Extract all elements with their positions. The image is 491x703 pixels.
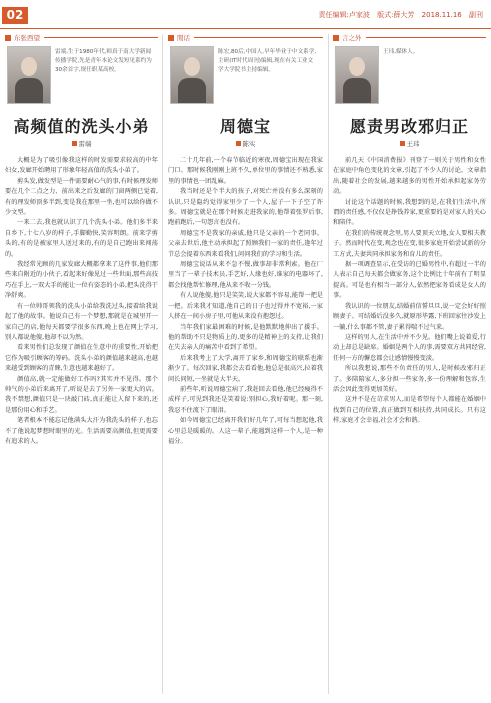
paragraph: 剪头发,做发型是一件需要耐心气的事,有时候理发师要在几个二点之力、前出来之后发廊的门窗两侧已觉着,有的理发师顶多半到,变是我在那里一坐,也可以给你做不少文型。 — [5, 177, 158, 217]
paragraph: 所以我想说,那些不负责任的男人,是时候改邪归正了。多陪陪家人,多分担一些家务,多一份理解和包容,生活会因此变得更加美好。 — [333, 365, 486, 393]
paragraph: 我经常光顾的几家发廊大概都拿来了这件事,他们那些来自附近的小伙子,看起来好像见过一些世面,那些高技巧在手上,一双大手的能让一位有姿态的小弟,把头洗得干净舒爽。 — [5, 261, 158, 300]
article-title: 高频值的洗头小弟 — [13, 117, 150, 136]
bullet-icon — [333, 35, 339, 41]
author-photo — [335, 46, 379, 104]
author-bio: 陈宏,80后,中国人,早年毕业于中文系学,主研(IT时代周刊)编辑,现在有关工业文学大学院书主持编辑。 — [218, 49, 317, 73]
article-byline — [333, 139, 486, 148]
column-tag — [168, 32, 323, 43]
paragraph: 讨论这个话题的时候,我想到的是,在我们生活中,所谓的责任感,不仅仅是挣钱养家,更重要的是对家人的关心和陪伴。 — [333, 198, 486, 227]
paragraph: 周德宝说话从来不急不慢,做事却非常利索。他在厂里当了一辈子技术员,手艺好,人缘也好,谁家的电器坏了,都会找他帮忙修理,他从来不收一分钱。 — [168, 261, 323, 289]
paragraph: 周德宝不是我家的亲戚,他只是父亲的一个老同事。父亲去世后,他主动承担起了照顾我们一家的责任,逢年过节总会提着东西来看我们,问问我们的学习和生活。 — [168, 229, 323, 258]
header-editor: 责任编辑:卢家波 — [318, 11, 370, 19]
column-tag — [5, 32, 158, 43]
paragraph: 前些年,听说周德宝病了,我赶回去看他,他已经瘦得不成样子,可见到我还是笑着说:别担心,我好着呢。那一刻,我忍不住流下了眼泪。 — [168, 385, 323, 414]
article-body — [333, 156, 486, 427]
byline-author: 王玮 — [406, 140, 420, 148]
paragraph: 据一项调查显示,在受访的已婚男性中,有超过一半的人表示自己每天都会做家务,这个比例比十年前有了明显提高。可是也有相当一部分人,依然把家务看成是女人的事。 — [333, 261, 486, 300]
bullet-icon — [168, 35, 174, 41]
paragraph: 这并不是在苛求男人,而是希望每个人都能在婚姻中找到自己的位置,真正做到互相扶持,共同成长。只有这样,家庭才会幸福,社会才会和谐。 — [333, 396, 486, 425]
author-photo — [7, 46, 51, 104]
page-header — [0, 0, 491, 30]
paragraph: 有一位帅哥领我的洗头小弟给我洗过头,接着给我说起了他的故事。他说自己有一个梦想,那就是在城里开一家自己的店,他每天都要学很多东西,晚上也在网上学习,别人都说他傻,他却不以为然。 — [5, 302, 158, 341]
paragraph: 后来我考上了大学,离开了家乡,和周德宝的联系也渐渐少了。每次回家,我都会去看看他,他总是很高兴,拉着我问长问短,一坐就是大半天。 — [168, 354, 323, 383]
byline-author: 陈实 — [242, 140, 256, 148]
paragraph: 二十几年前,一个春节临近的寒夜,周德宝出现在我家门口。那时候我刚刚上班不久,单位里的事情还不熟悉,家里的事情也一团乱麻。 — [168, 157, 323, 185]
article-body — [168, 156, 323, 447]
byline-icon — [400, 141, 405, 146]
paragraph: 如今周德宝已经离开我们好几年了,可每当想起他,我心里总是暖暖的。人这一辈子,能遇到这样一个人,是一种福分。 — [168, 417, 323, 445]
header-layout: 版式:薛大芳 — [377, 11, 415, 19]
column-name: 言之外 — [342, 34, 362, 42]
paragraph: 看来男性们总发现了颜值在生意中的重要性,开始把它作为吸引顾客的筹码。洗头小弟的颜值越来越高,也越来越受到顾客的青睐,生意也越来越好了。 — [5, 344, 158, 373]
article-byline — [5, 139, 158, 148]
column-tag-rule — [194, 37, 323, 38]
paragraph: 大概是为了吸引像我这样的时发需要求较高的中年妇女,发廊开始聘用了形象年轻高值的洗头小弟了。 — [5, 157, 158, 175]
column-divider — [162, 34, 163, 694]
article-title: 愿责男改邪归正 — [349, 117, 469, 136]
paragraph: 笔者根本不能忘记他满头大汗为我洗头的样子,也忘不了他说起梦想时眼里的光。生活需要高颜值,但更需要有追求的人。 — [5, 417, 158, 445]
page-number: 02 — [2, 7, 28, 24]
author-profile — [5, 46, 158, 108]
paragraph: 当年我们家最困难的时候,是他默默地伸出了援手。他的帮助不只是物质上的,更多的是精神上的支持,让我们在失去亲人的痛苦中看到了希望。 — [168, 323, 323, 352]
paragraph: 我认识的一位朋友,结婚前信誓旦旦,说一定会好好照顾妻子。可结婚后没多久,就原形毕露,下班回家往沙发上一躺,什么事都不管,妻子累得喘不过气来。 — [333, 302, 486, 331]
header-rule — [0, 28, 491, 29]
bullet-icon — [5, 35, 11, 41]
column-name: 东张西望 — [14, 34, 40, 42]
author-profile — [168, 46, 323, 108]
header-section: 副刊 — [469, 11, 483, 19]
paragraph: 前几天《中国消费报》刊登了一则关于男性和女性在家庭中角色变化的文章,引起了不少人的讨论。文章指出,随着社会的发展,越来越多的男性开始承担起家务劳动。 — [333, 157, 486, 196]
article-column-1 — [5, 32, 158, 697]
paragraph: 颜值高,就一定能做好工作吗?其实并不见得。那个帅气的小弟后来离开了,听说是去了另外一家更大的店。我不禁想,颜值只是一块敲门砖,真正能让人留下来的,还是那份用心和手艺。 — [5, 375, 158, 414]
column-tag-rule — [366, 37, 487, 38]
article-column-3 — [333, 32, 486, 697]
header-date: 2018.11.16 — [421, 11, 462, 19]
byline-icon — [72, 141, 77, 146]
paragraph: 我当时还是个半大的孩子,对死亡并没有多么深刻的认识,只是隐约觉得家里少了一个人,屋子一下子空了许多。周德宝就是在那个时候走进我家的,他帮着张罗后事,跑前跑后,一句怨言也没有。 — [168, 188, 323, 227]
byline-author: 雷端 — [78, 140, 92, 148]
article-title: 周德宝 — [219, 117, 271, 136]
article-column-2 — [168, 32, 323, 697]
author-bio: 王玮,媒体人。 — [383, 49, 419, 55]
column-tag — [333, 32, 486, 43]
column-divider — [328, 34, 329, 694]
author-photo — [170, 46, 214, 104]
author-bio: 雷端,生于1980年代,师真于南大学新闻传播学院,先是青年本论文发短见系约为30余首字,规任职某高校。 — [55, 49, 152, 73]
paragraph: 在我们的传统观念里,男人要顶天立地,女人要相夫教子。然而时代在变,观念也在变,很多家庭开始尝试新的分工方式,夫妻共同承担家务和育儿的责任。 — [333, 229, 486, 258]
paragraph: 这样的男人,在生活中并不少见。他们嘴上说着爱,行动上却总是缺席。婚姻是两个人的事,需要双方共同经营,任何一方的懈怠都会让感情慢慢变淡。 — [333, 333, 486, 362]
paragraph: 一来二去,我也就认识了几个洗头小弟。他们多半来自乡下,十七八岁的样子,手脚勤快,笑容明朗。前来学剪头的,有的是被家里人送过来的,有的是自己跑出来闯荡的。 — [5, 219, 158, 258]
paragraph: 有人说他傻,他只是笑笑,说大家都不容易,能帮一把是一把。后来我才知道,他自己的日子也过得并不宽裕,一家人挤在一间小房子里,可他从来没有抱怨过。 — [168, 292, 323, 321]
column-tag-rule — [44, 37, 158, 38]
author-profile — [333, 46, 486, 108]
article-byline — [168, 139, 323, 148]
byline-icon — [236, 141, 241, 146]
header-info — [313, 10, 483, 20]
column-name: 閒话 — [177, 34, 190, 42]
article-body — [5, 156, 158, 447]
